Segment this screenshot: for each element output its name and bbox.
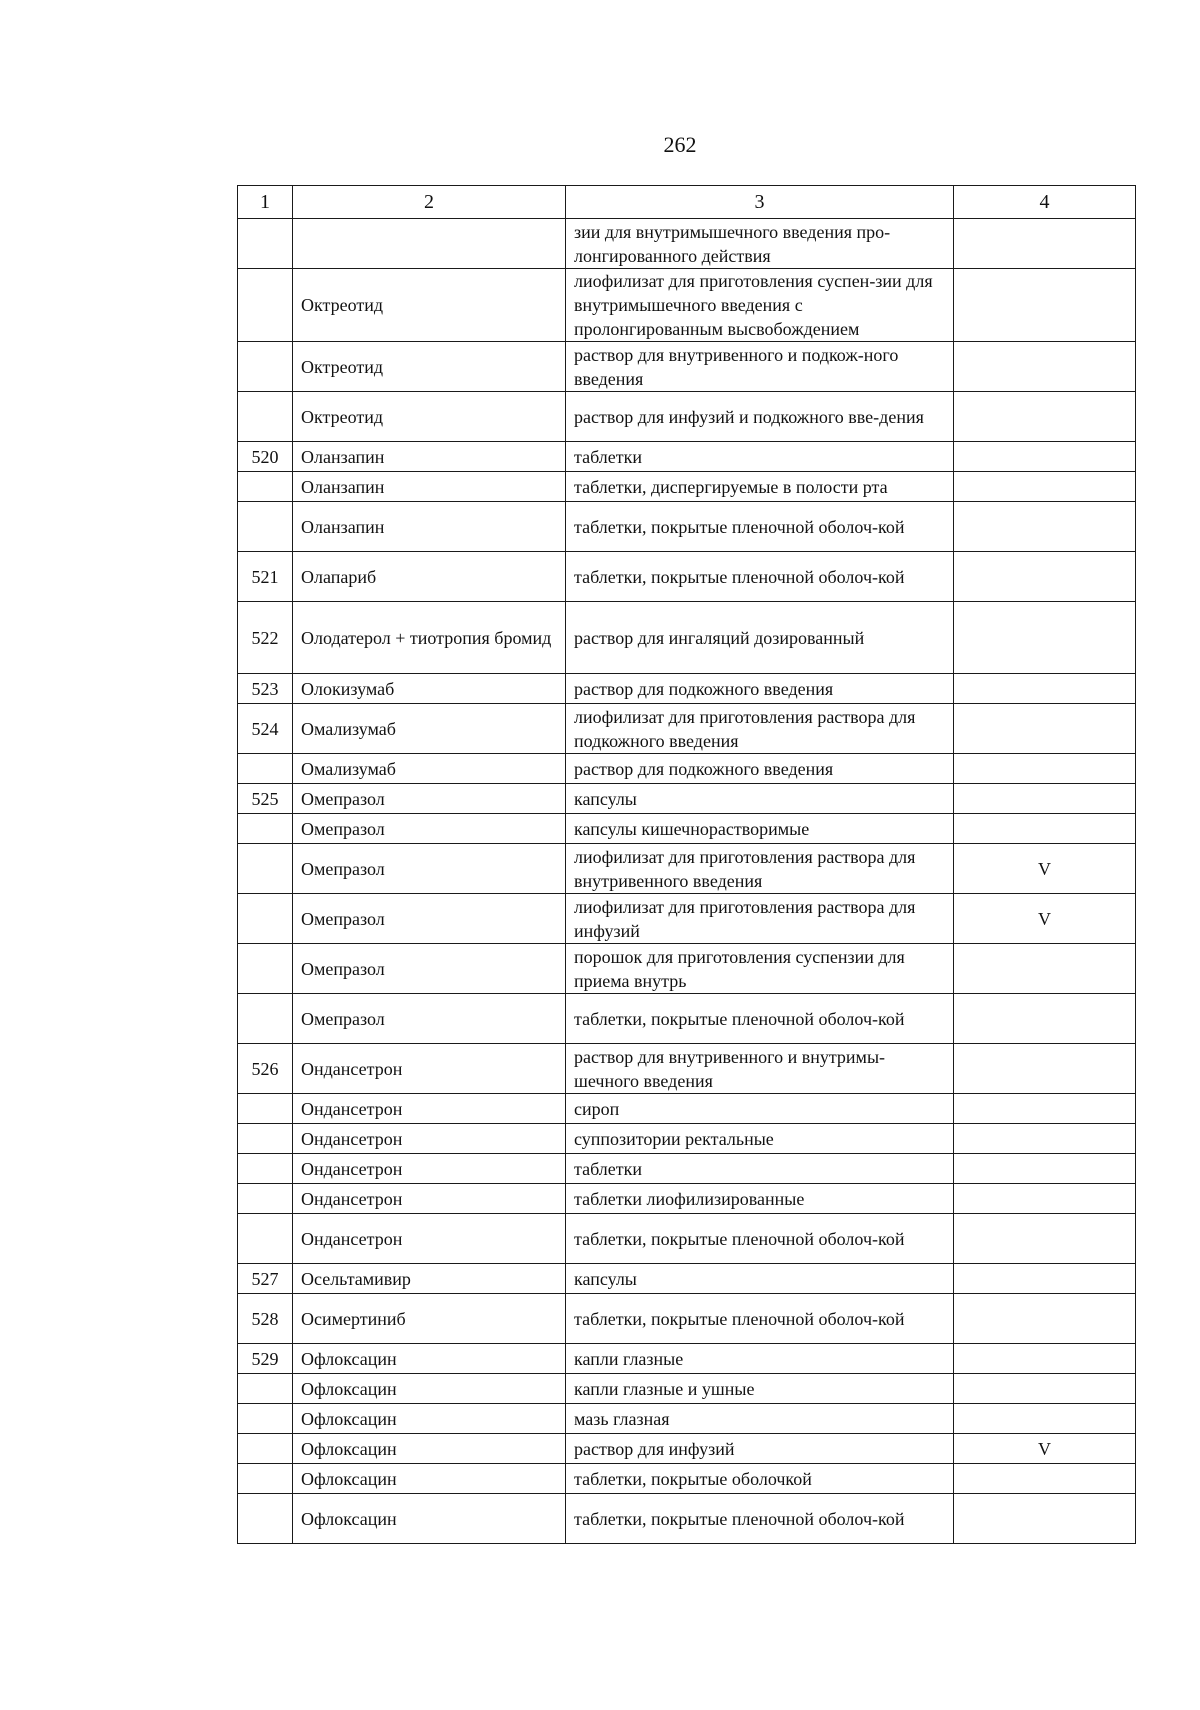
vital-flag [954, 814, 1136, 844]
drug-name: Омепразол [293, 784, 566, 814]
dosage-form: капсулы [566, 784, 954, 814]
drug-name: Офлоксацин [293, 1344, 566, 1374]
vital-flag [954, 1094, 1136, 1124]
row-number [238, 219, 293, 269]
column-header-4: 4 [954, 186, 1136, 219]
dosage-form: зии для внутримышечного введения про-лонгированного действия [566, 219, 954, 269]
vital-flag [954, 442, 1136, 472]
row-number [238, 1434, 293, 1464]
vital-flag [954, 219, 1136, 269]
dosage-form: таблетки, покрытые пленочной оболоч-кой [566, 994, 954, 1044]
drug-name: Оланзапин [293, 442, 566, 472]
vital-flag [954, 1404, 1136, 1434]
table-row [238, 442, 1136, 472]
row-number: 521 [238, 552, 293, 602]
dosage-form: таблетки, покрытые пленочной оболоч-кой [566, 1294, 954, 1344]
drug-name: Осимертиниб [293, 1294, 566, 1344]
dosage-form: раствор для подкожного введения [566, 674, 954, 704]
dosage-form: лиофилизат для приготовления суспен-зии для внутримышечного введения с пролонгированным высвобождением [566, 269, 954, 342]
table-row [238, 754, 1136, 784]
dosage-form: таблетки лиофилизированные [566, 1184, 954, 1214]
row-number [238, 472, 293, 502]
row-number [238, 814, 293, 844]
table-row [238, 1044, 1136, 1094]
vital-flag [954, 1184, 1136, 1214]
table-body [238, 219, 1136, 1544]
table-row [238, 1374, 1136, 1404]
row-number: 520 [238, 442, 293, 472]
drug-name: Оланзапин [293, 502, 566, 552]
drug-name: Ондансетрон [293, 1044, 566, 1094]
vital-flag [954, 269, 1136, 342]
vital-flag [954, 392, 1136, 442]
dosage-form: капсулы кишечнорастворимые [566, 814, 954, 844]
drug-name: Октреотид [293, 269, 566, 342]
row-number [238, 754, 293, 784]
drug-name: Омепразол [293, 994, 566, 1044]
vital-flag [954, 1464, 1136, 1494]
dosage-form: таблетки, покрытые пленочной оболоч-кой [566, 1494, 954, 1544]
row-number [238, 502, 293, 552]
table-row [238, 1214, 1136, 1264]
table-row [238, 994, 1136, 1044]
drug-name: Олапариб [293, 552, 566, 602]
table-row [238, 342, 1136, 392]
drug-name: Офлоксацин [293, 1464, 566, 1494]
vital-flag [954, 502, 1136, 552]
table-row [238, 1124, 1136, 1154]
drug-name: Офлоксацин [293, 1404, 566, 1434]
table-header-row [238, 186, 1136, 219]
row-number [238, 1214, 293, 1264]
row-number: 528 [238, 1294, 293, 1344]
dosage-form: мазь глазная [566, 1404, 954, 1434]
drug-name: Омепразол [293, 894, 566, 944]
drug-name: Ондансетрон [293, 1094, 566, 1124]
drug-name: Олокизумаб [293, 674, 566, 704]
vital-flag [954, 472, 1136, 502]
table-row [238, 602, 1136, 674]
vital-flag [954, 784, 1136, 814]
dosage-form: раствор для инфузий [566, 1434, 954, 1464]
vital-flag [954, 754, 1136, 784]
table-row [238, 392, 1136, 442]
table-row [238, 1344, 1136, 1374]
row-number [238, 1464, 293, 1494]
drug-name: Ондансетрон [293, 1154, 566, 1184]
drug-name: Омализумаб [293, 754, 566, 784]
row-number [238, 1494, 293, 1544]
vital-flag [954, 1344, 1136, 1374]
row-number: 529 [238, 1344, 293, 1374]
row-number: 527 [238, 1264, 293, 1294]
row-number: 524 [238, 704, 293, 754]
dosage-form: таблетки, покрытые пленочной оболоч-кой [566, 502, 954, 552]
table-row [238, 1154, 1136, 1184]
drug-name: Омепразол [293, 814, 566, 844]
table-row [238, 472, 1136, 502]
dosage-form: раствор для ингаляций дозированный [566, 602, 954, 674]
row-number [238, 1124, 293, 1154]
dosage-form: капсулы [566, 1264, 954, 1294]
dosage-form: капли глазные [566, 1344, 954, 1374]
dosage-form: таблетки [566, 1154, 954, 1184]
row-number: 525 [238, 784, 293, 814]
table-row [238, 674, 1136, 704]
drug-name: Офлоксацин [293, 1494, 566, 1544]
table-row [238, 219, 1136, 269]
row-number: 526 [238, 1044, 293, 1094]
drug-name: Ондансетрон [293, 1184, 566, 1214]
vital-flag [954, 1294, 1136, 1344]
dosage-form: лиофилизат для приготовления раствора для инфузий [566, 894, 954, 944]
dosage-form: раствор для внутривенного и подкож-ного введения [566, 342, 954, 392]
vital-flag [954, 552, 1136, 602]
row-number [238, 1094, 293, 1124]
dosage-form: лиофилизат для приготовления раствора для подкожного введения [566, 704, 954, 754]
table-row [238, 1404, 1136, 1434]
row-number [238, 1404, 293, 1434]
row-number [238, 1154, 293, 1184]
vital-flag [954, 342, 1136, 392]
vital-flag [954, 1374, 1136, 1404]
drug-name: Ондансетрон [293, 1124, 566, 1154]
dosage-form: таблетки, покрытые оболочкой [566, 1464, 954, 1494]
column-header-2: 2 [293, 186, 566, 219]
row-number [238, 342, 293, 392]
dosage-form: лиофилизат для приготовления раствора для внутривенного введения [566, 844, 954, 894]
drug-name: Октреотид [293, 342, 566, 392]
drug-name: Ондансетрон [293, 1214, 566, 1264]
dosage-form: таблетки, покрытые пленочной оболоч-кой [566, 552, 954, 602]
vital-flag [954, 674, 1136, 704]
row-number [238, 994, 293, 1044]
vital-flag [954, 944, 1136, 994]
dosage-form: раствор для внутривенного и внутримы-шечного введения [566, 1044, 954, 1094]
dosage-form: капли глазные и ушные [566, 1374, 954, 1404]
table-row [238, 1184, 1136, 1214]
drug-name: Офлоксацин [293, 1374, 566, 1404]
dosage-form: таблетки, покрытые пленочной оболоч-кой [566, 1214, 954, 1264]
table-row [238, 552, 1136, 602]
vital-flag: V [954, 894, 1136, 944]
dosage-form: таблетки [566, 442, 954, 472]
vital-flag [954, 1044, 1136, 1094]
table-row [238, 1264, 1136, 1294]
drug-name: Офлоксацин [293, 1434, 566, 1464]
table-row [238, 844, 1136, 894]
vital-flag [954, 1124, 1136, 1154]
row-number [238, 894, 293, 944]
drug-name: Омепразол [293, 844, 566, 894]
row-number: 523 [238, 674, 293, 704]
column-header-1: 1 [238, 186, 293, 219]
column-header-3: 3 [566, 186, 954, 219]
drug-name: Олодатерол + тиотропия бромид [293, 602, 566, 674]
vital-flag [954, 1264, 1136, 1294]
table-row [238, 814, 1136, 844]
drug-name: Октреотид [293, 392, 566, 442]
drug-name: Омализумаб [293, 704, 566, 754]
table-row [238, 502, 1136, 552]
page-number: 262 [663, 132, 697, 157]
table-row [238, 784, 1136, 814]
table-row [238, 894, 1136, 944]
drug-name: Осельтамивир [293, 1264, 566, 1294]
row-number [238, 1374, 293, 1404]
drug-table [237, 185, 1136, 1544]
vital-flag: V [954, 1434, 1136, 1464]
vital-flag [954, 1214, 1136, 1264]
vital-flag [954, 602, 1136, 674]
table-row [238, 1464, 1136, 1494]
row-number [238, 1184, 293, 1214]
table-row [238, 704, 1136, 754]
vital-flag [954, 1154, 1136, 1184]
table-row [238, 944, 1136, 994]
vital-flag: V [954, 844, 1136, 894]
dosage-form: раствор для инфузий и подкожного вве-дения [566, 392, 954, 442]
drug-name: Оланзапин [293, 472, 566, 502]
dosage-form: сироп [566, 1094, 954, 1124]
dosage-form: порошок для приготовления суспензии для приема внутрь [566, 944, 954, 994]
table-row [238, 1494, 1136, 1544]
table-row [238, 1294, 1136, 1344]
table-row [238, 1094, 1136, 1124]
table-row [238, 1434, 1136, 1464]
row-number [238, 392, 293, 442]
row-number: 522 [238, 602, 293, 674]
drug-name [293, 219, 566, 269]
dosage-form: раствор для подкожного введения [566, 754, 954, 784]
dosage-form: суппозитории ректальные [566, 1124, 954, 1154]
row-number [238, 844, 293, 894]
table-row [238, 269, 1136, 342]
drug-name: Омепразол [293, 944, 566, 994]
dosage-form: таблетки, диспергируемые в полости рта [566, 472, 954, 502]
vital-flag [954, 704, 1136, 754]
row-number [238, 944, 293, 994]
row-number [238, 269, 293, 342]
vital-flag [954, 1494, 1136, 1544]
vital-flag [954, 994, 1136, 1044]
